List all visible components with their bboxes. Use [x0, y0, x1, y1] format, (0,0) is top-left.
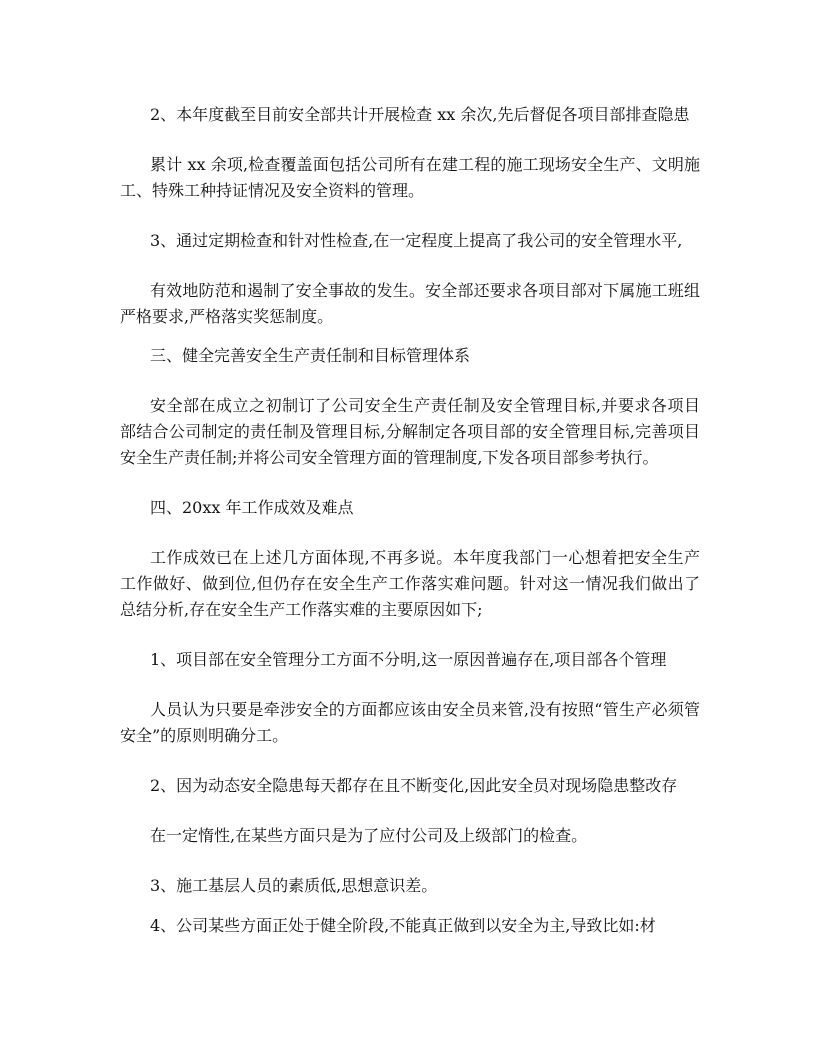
paragraph-line: 在一定惰性,在某些方面只是为了应付公司及上级部门的检查。 — [150, 826, 588, 845]
paragraph-line: 2、因为动态安全隐患每天都存在且不断变化,因此安全员对现场隐患整改存 — [150, 776, 678, 795]
section-heading: 四、20xx 年工作成效及难点 — [150, 498, 354, 517]
paragraph-line: 部结合公司制定的责任制及管理目标,分解制定各项目部的安全管理目标,完善项目 — [120, 422, 700, 441]
paragraph-line: 3、通过定期检查和针对性检查,在一定程度上提高了我公司的安全管理水平, — [150, 231, 683, 250]
paragraph-line: 安全生产责任制;并将公司安全管理方面的管理制度,下发各项目部参考执行。 — [120, 448, 659, 467]
paragraph-line: 2、本年度截至目前安全部共计开展检查 xx 余次,先后督促各项目部排查隐患 — [150, 105, 690, 124]
paragraph-line: 累计 xx 余项,检查覆盖面包括公司所有在建工程的施工现场安全生产、文明施 — [150, 155, 700, 174]
paragraph-line: 总结分析,存在安全生产工作落实难的主要原因如下; — [120, 600, 483, 619]
paragraph-line: 安全部在成立之初制订了公司安全生产责任制及安全管理目标,并要求各项目 — [150, 396, 700, 415]
paragraph-line: 4、公司某些方面正处于健全阶段,不能真正做到以安全为主,导致比如:材 — [150, 916, 656, 935]
paragraph-line: 工作做好、做到位,但仍存在安全生产工作落实难问题。针对这一情况我们做出了 — [120, 574, 700, 593]
paragraph-line: 工作成效已在上述几方面体现,不再多说。本年度我部门一心想着把安全生产 — [150, 548, 700, 567]
paragraph-line: 人员认为只要是牵涉安全的方面都应该由安全员来管,没有按照“管生产必须管 — [150, 700, 700, 719]
paragraph-line: 严格要求,严格落实奖惩制度。 — [120, 307, 334, 326]
section-heading: 三、健全完善安全生产责任制和目标管理体系 — [150, 346, 471, 365]
paragraph-line: 安全”的原则明确分工。 — [120, 726, 289, 745]
paragraph-line: 1、项目部在安全管理分工方面不分明,这一原因普遍存在,项目部各个管理 — [150, 650, 667, 669]
paragraph-line: 工、特殊工种持证情况及安全资料的管理。 — [120, 181, 425, 200]
paragraph-line: 有效地防范和遏制了安全事故的发生。安全部还要求各项目部对下属施工班组 — [150, 281, 700, 300]
paragraph-line: 3、施工基层人员的素质低,思想意识差。 — [150, 876, 438, 895]
